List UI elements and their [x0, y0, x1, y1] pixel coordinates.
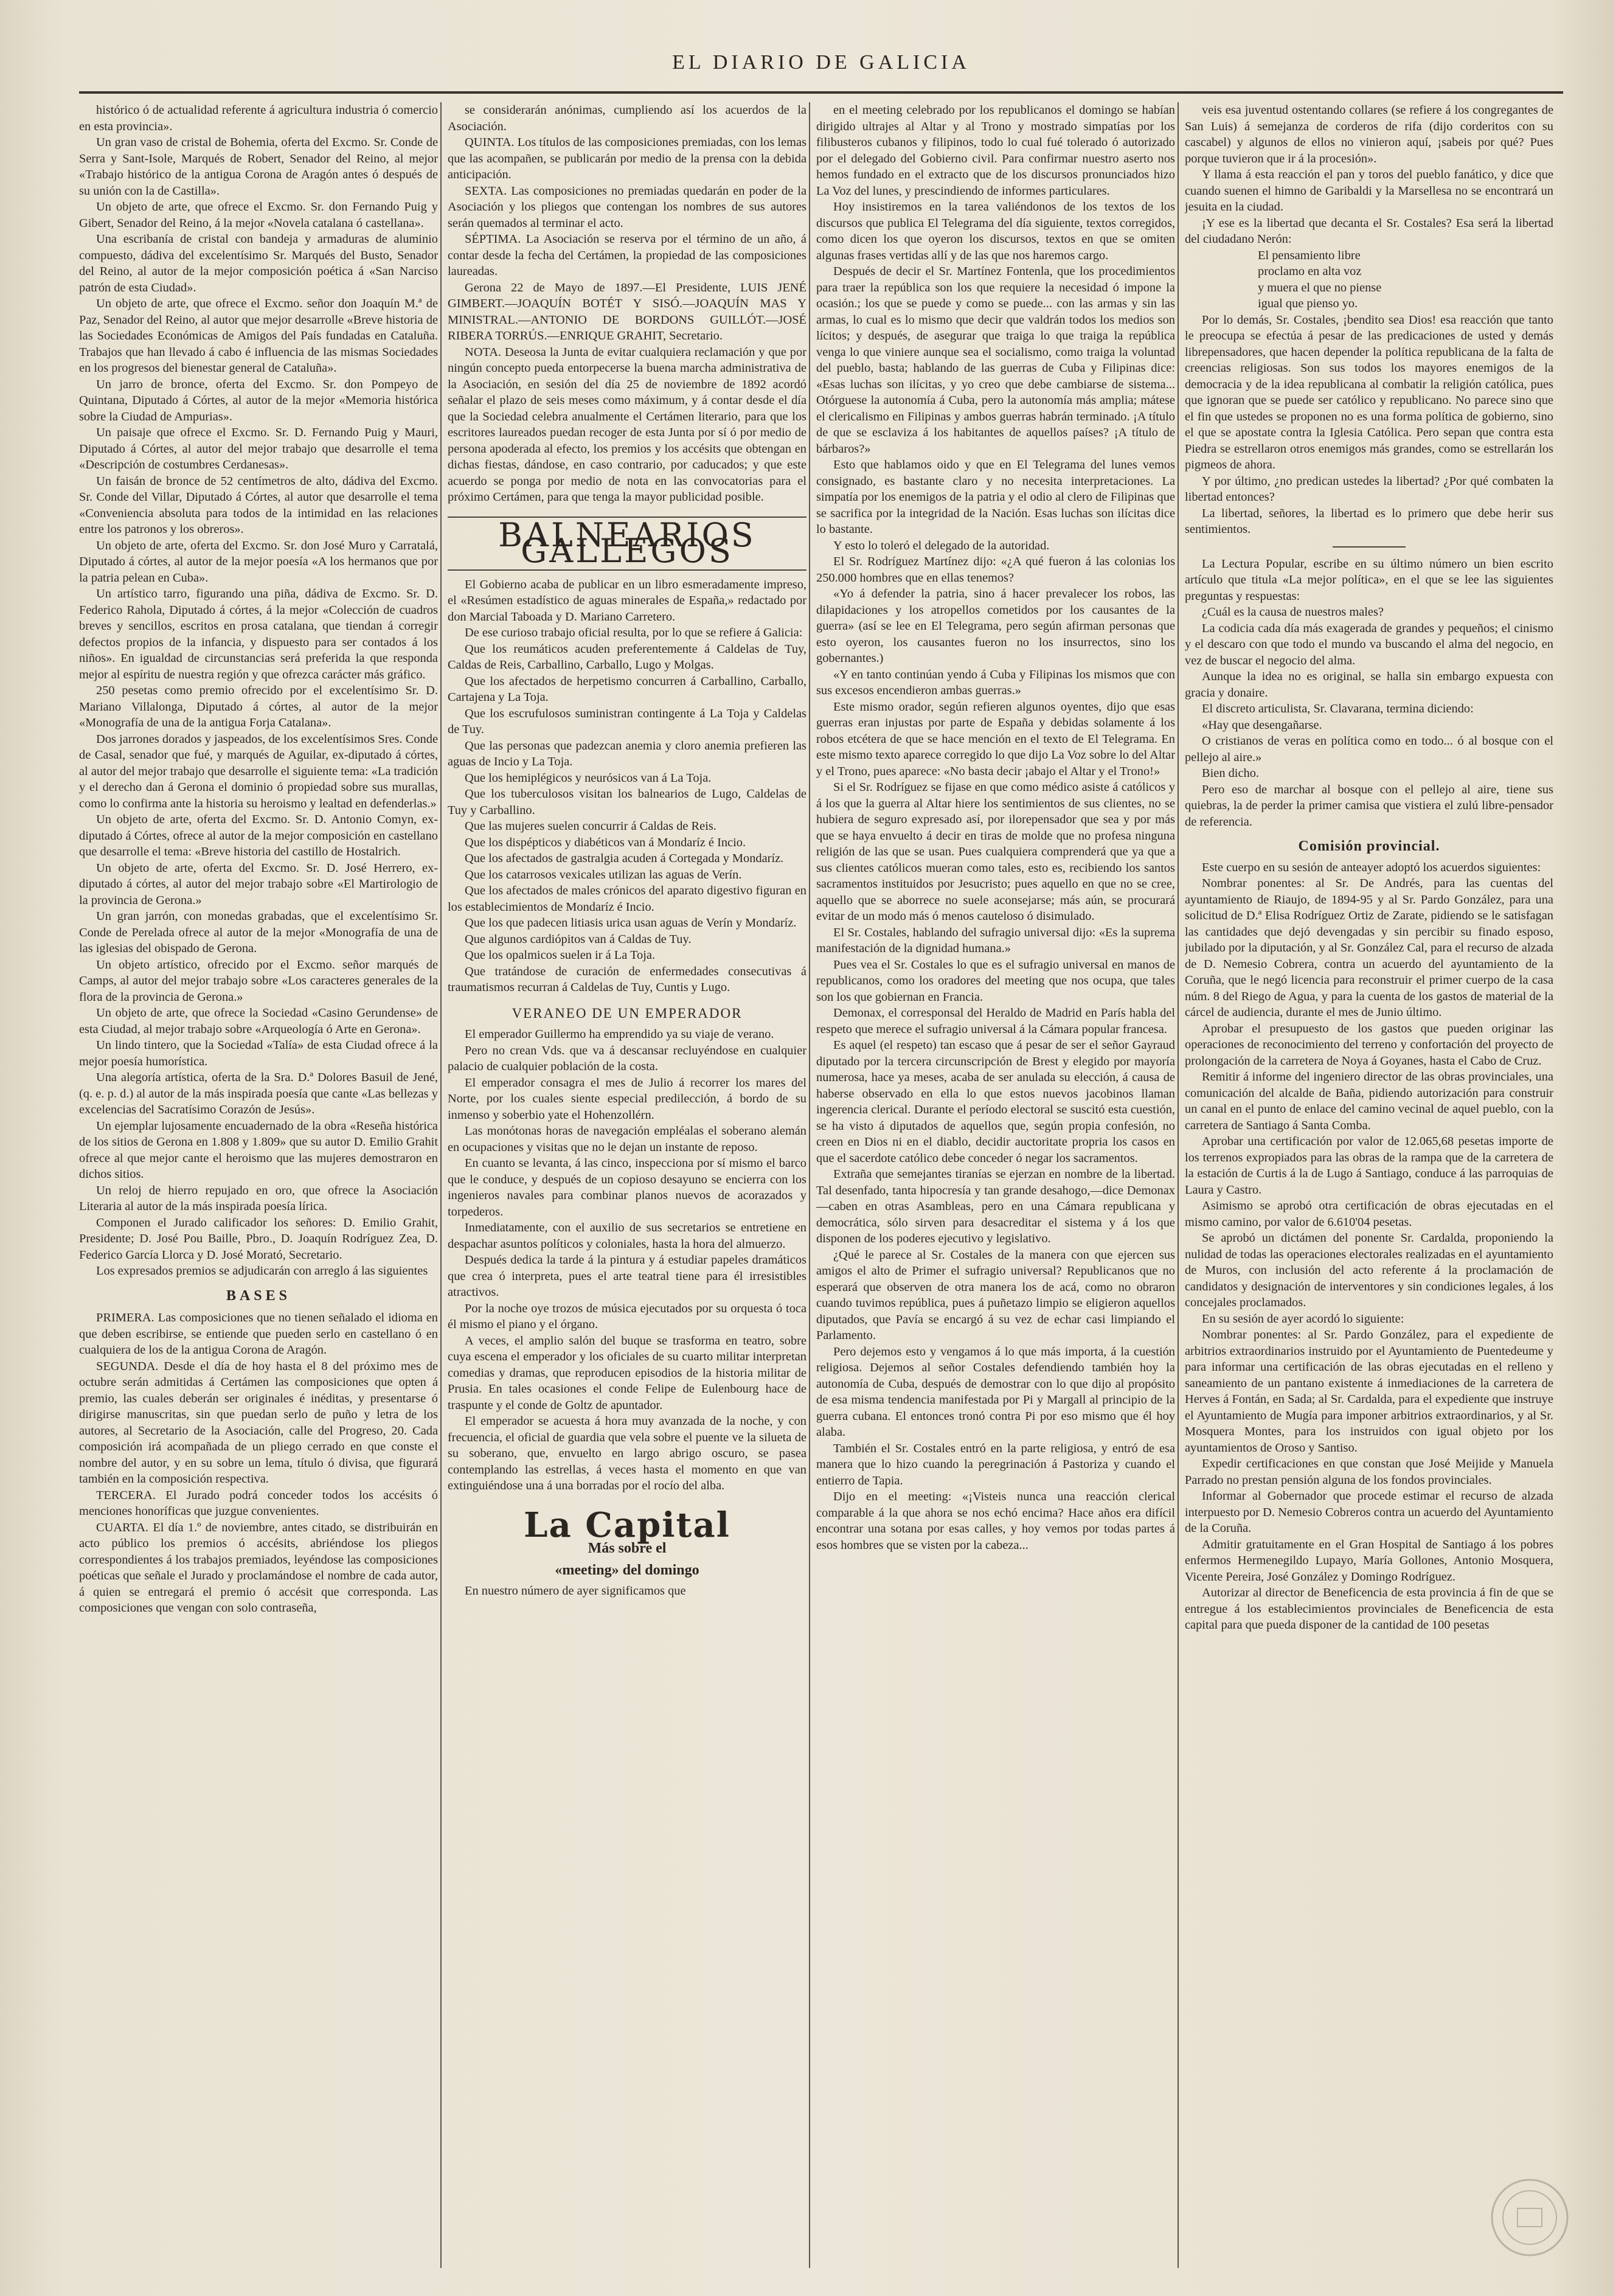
verse-line: y muera el que no piense [1258, 280, 1382, 294]
paragraph: NOTA. Deseosa la Junta de evitar cualquiera reclamación y que por ningún concepto pueda entorpecerse la buena marcha administrativa de la Asociación, en sesión del día 25 de noviembre de 1892 acordó señalar el plazo de seis meses como máximum, y á contar desde el día que la Sociedad celebra anualmente el Certámen literario, para que los escritores laureados puedan recoger de esta Junta por sí ó por medio de persona apoderada al efecto, los premios y los accésits que obtengan en dichas fiestas, dándose, en caso contrario, por caducados; y que este acuerdo se ponga por medio de nota en las convocatorias para el próximo Certámen, para que tenga la mayor publicidad posible. [448, 345, 806, 504]
paragraph: Un artístico tarro, figurando una piña, dádiva de Excmo. Sr. D. Federico Rahola, Diputado á córtes, á la mejor «Colección de cuadros breves y sencillos, escritos en prosa catalana, que tiendan á corregir defectos propios de la infancia, y dispuesto para ser contados á los niños». En igualdad de circunstancias será preferida la que responda mejor al espíritu de nuestra región y que ofrezca carácter más gráfico. [79, 587, 438, 681]
section-rule [1333, 546, 1406, 548]
paragraph: El Sr. Rodríguez Martínez dijo: «¿A qué fueron á las colonias los 250.000 hombres que en ellas tenemos? [816, 555, 1175, 585]
paragraph: La Lectura Popular, escribe en su último número un bien escrito artículo que titula «La mejor política», en el que se lee las siguientes preguntas y respuestas: [1185, 557, 1553, 603]
paragraph: Pero no crean Vds. que va á descansar recluyéndose en cualquier palacio de cualquier población de la costa. [448, 1043, 806, 1073]
veraneo-heading: VERANEO DE UN EMPERADOR [512, 1005, 743, 1021]
paragraph: Por la noche oye trozos de música ejecutados por su orquesta ó toca él mismo el piano y el órgano. [448, 1301, 806, 1331]
column-divider [1178, 102, 1179, 2268]
paragraph: Informar al Gobernador que procede estimar el recurso de alzada interpuesto por D. Nemesio Cobreros contra un acuerdo del Ayuntamiento de la Coruña. [1185, 1489, 1553, 1535]
paragraph: Después de decir el Sr. Martínez Fontenla, que los procedimientos para traer la república son los que requiere la necesidad ó impone la ocasión.; los que se puede y como se puede... con las armas y sin las armas, lo cual es lo mismo que decir que valdrán todos los medios son lícitos; y después, de asegurar que traiga lo que traiga la república venga lo que viniere aunque sea el socialismo, como traiga la voluntad del pueblo, basta; hablando de las guerras de Cuba y Filipinas dice: «Esas luchas son ilícitas, y yo creo que debe cambiarse de sistema... Otórguese la autonomía á Cuba, pero la autonomía más amplia; mátese el clericalismo en Filipinas y ambos guerras habrán terminado. ¡A título de que se esclaviza á los habitantes de aquellos países? ¡A título de bárbaros?» [816, 265, 1175, 456]
capital-article-start: En nuestro número de ayer significamos que [465, 1584, 686, 1598]
paragraph: PRIMERA. Las composiciones que no tienen señalado el idioma en que deben escribirse, se entiende que pueden serlo en castellano ó en cualquiera de los de la antigua Corona de Aragón. [79, 1311, 438, 1357]
paragraph: En su sesión de ayer acordó lo siguiente: [1202, 1312, 1404, 1326]
prize-list [79, 102, 438, 1279]
paragraph: Que los escrufulosos suministran contingente á La Toja y Caldelas de Tuy. [448, 706, 806, 736]
paragraph: ¿Cuál es la causa de nuestros males? [1202, 605, 1384, 619]
meeting-article [816, 102, 1175, 1553]
bases-heading: BASES [226, 1287, 291, 1304]
paragraph: 250 pesetas como premio ofrecido por el excelentísimo Sr. D. Mariano Villalonga, Diputado á córtes, al autor de la mejor «Monografía de una de la antigua Forja Catalana». [79, 684, 438, 729]
paragraph: Que algunos cardiópitos van á Caldas de Tuy. [465, 932, 692, 946]
column-4 [1185, 102, 1553, 2268]
paragraph: Demonax, el corresponsal del Heraldo de Madrid en París habla del respeto que merece el sufragio universal á la Cámara popular francesa. [816, 1006, 1175, 1036]
header-rule [79, 91, 1563, 94]
paragraph: Un gran vaso de cristal de Bohemia, oferta del Excmo. Sr. Conde de Serra y Sant-Isole, Marqués de Robert, Senador del Reino, al mejor «Trabajo histórico de la antigua Corona de Aragón antes ó después de su unión con la de Castilla». [79, 136, 438, 198]
paragraph: Expedir certificaciones en que constan que José Meijide y Manuela Parrado no prestan pensión alguna de los fondos provinciales. [1185, 1457, 1553, 1487]
paragraph: Que las mujeres suelen concurrir á Caldas de Reis. [465, 819, 716, 833]
paragraph: Un reloj de hierro repujado en oro, que ofrece la Asociación Literaria al autor de la más inspirada poesía lírica. [79, 1183, 438, 1213]
balnearios-article [448, 577, 806, 996]
paragraph: Bien dicho. [1202, 767, 1260, 780]
paragraph: «Y en tanto continúan yendo á Cuba y Filipinas los mismos que con sus excesos encendieron ambas guerras.» [816, 667, 1175, 697]
paragraph: Un ejemplar lujosamente encuadernado de la obra «Reseña histórica de los sitios de Gerona en 1.808 y 1.809» que su autor D. Emilio Grahit ofrece al que mejor cante el heroismo que las mujeres demostraron en dichos sitios. [79, 1119, 438, 1181]
paragraph: El emperador Guillermo ha emprendido ya su viaje de verano. [465, 1028, 774, 1041]
paragraph: Aunque la idea no es original, se halla sin embargo expuesta con gracia y donaire. [1185, 670, 1553, 700]
paragraph: Los expresados premios se adjudicarán con arreglo á las siguientes [96, 1264, 428, 1278]
paragraph: ¿Qué le parece al Sr. Costales de la manera con que ejercen sus amigos el alto de Primer el sufragio universal? Republicanos que no esperará que observen de otra manera los de acá, como no obraron cuando tuvimos república, pues á puñetazo limpio se eligieron aquellos diputados, que Pavía se encargó á su vez de echar casi limpiando el Parlamento. [816, 1248, 1175, 1342]
paragraph: Una alegoría artística, oferta de la Sra. D.ª Dolores Basuil de Jené, (q. e. p. d.) al autor de la más inspirada poesía que cante «Las bellezas y excelencias del Sacratísimo Corazón de Jesús». [79, 1071, 438, 1116]
paragraph: Nombrar ponentes: al Sr. Pardo González, para el expediente de arbitrios extraordinarios instruido por el Ayuntamiento de Puentedeume y para informar una certificación de las obras ejecutadas en el relleno y saneamiento de un pantano existente á inmediaciones de la carretera de Herves á Fontán, en Sada; al Sr. Cardalda, para el expediente que instruye el Ayuntamiento de Mugía para imponer arbitrios extraordinarios, y al Sr. Mosquera Montes, para los instruidos con igual objeto por los ayuntamientos de Oroso y Santiso. [1185, 1328, 1553, 1455]
paragraph: Hoy insistiremos en la tarea valiéndonos de los textos de los discursos que publica El Telegrama del día siguiente, textos corregidos, como dicen los que oyeron los discursos, textos en que se omiten algunas frases vertidas allí y de las que nos haremos cargo. [816, 200, 1175, 262]
paragraph: Un paisaje que ofrece el Excmo. Sr. D. Fernando Puig y Mauri, Diputado á Córtes, al autor del mejor trabajo que desarrolle el tema «Descripción de costumbres Cerdanesas». [79, 426, 438, 471]
paragraph: Se aprobó un dictámen del ponente Sr. Cardalda, proponiendo la nulidad de todas las operaciones electorales realizadas en el ayuntamiento de Muros, con inclusión del acto referente á la proclamación de candidatos y designación de interventores y sin condiciones legales, á los concejales proclamados. [1185, 1231, 1553, 1309]
verse-quote [1185, 248, 1553, 312]
paragraph: Un objeto de arte, que ofrece el Excmo. señor don Joaquín M.ª de Paz, Senador del Reino, al autor que mejor desarrolle «Breve historia de las Sociedades Económicas de Amigos del País fundadas en Cataluña. Trabajos que han llevado á cabo é influencia de las mismas Sociedades en los progresos del bienestar general de Cataluña». [79, 297, 438, 375]
balnearios-heading: BALNEARIOS GALLEGOS [448, 517, 806, 571]
paragraph: La libertad, señores, la libertad es lo primero que debe herir sus sentimientos. [1185, 506, 1553, 536]
paragraph: Remitir á informe del ingeniero director de las obras provinciales, una comunicación del alcalde de Baña, pidiendo autorización para construir un canal en el punto de enlace del camino vecinal de aquel pueblo, con la carretera de Santiago á Santa Comba. [1185, 1070, 1553, 1132]
paragraph: Que tratándose de curación de enfermedades consecutivas á traumatismos recurran á Caldelas de Tuy, Cuntis y Lugo. [448, 964, 806, 994]
paragraph: Esto que hablamos oido y que en El Telegrama del lunes vemos consignado, es bastante claro y no necesita interpretaciones. La simpatía por los enemigos de la patria y el odio al clero de Filipinas que se sacrifica por la integridad de la Nación. Esas luchas son ilícitas dice lo bastante. [816, 458, 1175, 536]
paragraph: Que los afectados de gastralgia acuden á Cortegada y Mondaríz. [465, 852, 784, 865]
paragraph: El discreto articulista, Sr. Clavarana, termina diciendo: [1202, 702, 1474, 715]
column-divider [809, 102, 810, 2268]
comision-article [1185, 860, 1553, 1633]
lectura-popular-article [1185, 556, 1553, 830]
paragraph: Un objeto de arte, que ofrece el Excmo. Sr. don Fernando Puig y Gibert, Senador del Reino, á la mejor «Novela catalana ó castellana». [79, 200, 438, 230]
paragraph: A veces, el amplio salón del buque se trasforma en teatro, sobre cuya escena el emperador y los oficiales de su cuarto militar interpretan comedias y dramas, que reproducen episodios de la historia militar de Prusia. En tales ocasiones el conde Felipe de Eulenbourg hace de traspunte y el conde de Goltz de apuntador. [448, 1334, 806, 1412]
paragraph: Asimismo se aprobó otra certificación de obras ejecutadas en el mismo camino, por valor de 6.610'04 pesetas. [1185, 1199, 1553, 1229]
paragraph: Un gran jarrón, con monedas grabadas, que el excelentísimo Sr. Conde de Perelada ofrece al autor de la mejor «Monografía de una de las iglesias del obispado de Gerona. [79, 910, 438, 955]
verse-line: El pensamiento libre [1258, 248, 1361, 262]
paragraph: Si el Sr. Rodríguez se fijase en que como médico asiste á católicos y á los que la guerra al Altar hiere los sentimientos de sus clientes, no se hubiera de seguro expresado así, por ilorepensador que sea y por más que se haya envuelto á decir en tiras de molde que no profesa ninguna religión de las que se usan. Pues cualquiera comprenderá que ya que a sus clientes católicos mueran como tales, esto es, recibiendo los santos sacramentos instituidos por Jesucristo; pues aquello en que no se cree, aquello que se aborrece no suele aconsejarse; más aún, se procurará evitar de un modo más ó menos cauteloso ó disimulado. [816, 781, 1175, 923]
paragraph: Un faisán de bronce de 52 centímetros de alto, dádiva del Excmo. Sr. Conde del Villar, Diputado á Córtes, al autor que desarrolle el tema «Conveniencia absoluta para todos de la intimidad en las relaciones entre los patronos y los obreros». [79, 474, 438, 536]
column-divider [440, 102, 442, 2268]
paragraph: Y llama á esta reacción el pan y toros del pueblo fanático, y dice que cuando suenen el himno de Garibaldi y la Marsellesa no se encontrará un jesuita en la ciudad. [1185, 168, 1553, 214]
paragraph: Dijo en el meeting: «¡Visteis nunca una reacción clerical comparable á la que ahora se nos echó encima? Hace años era difícil encontrar una sotana por esas calles, y hoy vemos por todas partes á esos hombres que se visten por la cabeza... [816, 1490, 1175, 1552]
comision-heading: Comisión provincial. [1298, 838, 1440, 854]
paragraph: Que los afectados de herpetismo concurren á Carballino, Carballo, Cartajena y La Toja. [448, 674, 806, 704]
paragraph: Aprobar el presupuesto de los gastos que pueden originar las operaciones de reconocimiento del terreno y confortación del proyecto de prolongación de la carretera de Noya á Goyanes, hasta el Cabo de Cruz. [1185, 1021, 1553, 1068]
paragraph: Un objeto de arte, que ofrece la Sociedad «Casino Gerundense» de esta Ciudad, al mejor trabajo sobre «Arqueología ó Arte en Gerona». [79, 1006, 438, 1036]
paragraph: Que los catarrosos vexicales utilizan las aguas de Verín. [465, 868, 742, 882]
paragraph: Componen el Jurado calificador los señores: D. Emilio Grahit, Presidente; D. José Pou Baille, Pbro., D. Joaquín Rodríguez Zea, D. Federico García Llorca y D. José Morató, Secretario. [79, 1216, 438, 1262]
paragraph: La codicia cada día más exagerada de grandes y pequeños; el cinismo y el descaro con que todo el mundo va buscando el alma del negocio, en vez de buscar el negocio del alma. [1185, 621, 1553, 667]
paragraph: Que los hemiplégicos y neurósicos van á La Toja. [465, 771, 712, 785]
paragraph: El Gobierno acaba de publicar en un libro esmeradamente impreso, el «Resúmen estadístico de aguas minerales de España,» redactado por don Marcial Taboada y D. Mariano Carretero. [448, 577, 806, 624]
paragraph: Un lindo tintero, que la Sociedad «Talía» de esta Ciudad ofrece á la mejor poesía humorística. [79, 1038, 438, 1068]
paragraph: El emperador consagra el mes de Julio á recorrer los mares del Norte, por los cuales siente especial predilección, á bordo de su inmenso y soberbio yate el Hohenzollérn. [448, 1076, 806, 1122]
paragraph: CUARTA. El día 1.º de noviembre, antes citado, se distribuirán en acto público los premios ó accésits, abriéndose los pliegos correspondientes á los trabajos premiados, leyéndose las composiciones poéticas que señale el Jurado y proclamándose el nombre de cada autor, á quien se entregará el premio ó accésit que corresponda. Las composiciones que vengan con solo contraseña, [79, 1520, 438, 1615]
paragraph: TERCERA. El Jurado podrá conceder todos los accésits ó menciones honoríficas que juzgue convenientes. [79, 1488, 438, 1518]
la-capital-heading: La Capital [524, 1505, 730, 1545]
paragraph: Un jarro de bronce, oferta del Excmo. Sr. don Pompeyo de Quintana, Diputado á Córtes, al autor de la mejor «Memoria histórica sobre la Ciudad de Ampurias». [79, 377, 438, 423]
paragraph: SEXTA. Las composiciones no premiadas quedarán en poder de la Asociación y los pliegos que contengan los nombres de sus autores serán quemados al terminar el acto. [448, 184, 806, 230]
paragraph: Después dedica la tarde á la pintura y á estudiar papeles dramáticos que crea ó interpreta, pues el arte teatral tiene para él irresistibles atractivos. [448, 1253, 806, 1299]
paragraph: en el meeting celebrado por los republicanos el domingo se habían dirigido ultrajes al Altar y al Trono y mostrado simpatías por los filibusteros cubanos y filipinos, todo lo cual fué tolerado ó autorizado por el delegado del Gobierno civil. Para confirmar nuestro aserto nos hemos fundado en el extracto que de los discursos pronunciados hizo La Voz del lunes, y prescindiendo de informes particulares. [816, 103, 1175, 198]
paragraph: Este cuerpo en su sesión de anteayer adoptó los acuerdos siguientes: [1202, 860, 1541, 874]
capital-subheading-1: Más sobre el [588, 1540, 667, 1556]
paragraph: veis esa juventud ostentando collares (se refiere á los congregantes de San Luis) á semejanza de corderos de rifa (dijo corderitos con su cascabel) y algunos de ellos no vinieron aquí, ¡sabeis por qué? Pues porque tuvieron que ir á la procesión». [1185, 103, 1553, 165]
meeting-article-end [1185, 312, 1553, 538]
paragraph: El emperador se acuesta á hora muy avanzada de la noche, y con frecuencia, el oficial de guardia que vela sobre el puente ve la silueta de su soberano, que, envuelto en largo abrigo oscuro, se pasea contemplando las estrellas, á veces hasta el momento en que van extinguiéndose una á una borradas por el rocío del alba. [448, 1414, 806, 1492]
bases-list [79, 1310, 438, 1616]
paragraph: Una escribanía de cristal con bandeja y armaduras de aluminio compuesto, dádiva del excelentísimo Sr. Marqués del Busto, Senador del Reino, al autor de la mejor composición poética á «San Narciso patrón de esta Ciudad». [79, 232, 438, 294]
paragraph: Por lo demás, Sr. Costales, ¡bendito sea Dios! esa reacción que tanto le preocupa se efectúa á pesar de las predicaciones de usted y demás librepensadores, que hacen depender la política republicana de la falta de creencias religiosas. Son sus todos los mayores enemigos de la democracia y de la idea republicana al combatir la religión católica, pues que ignoran que se puede ser católico y republicano. No parece sino que el fin que ustedes se proponen no es una forma política de gobierno, sino el que se apostate contra la Iglesia Católica. Pero sepan que contra esta Piedra se estrellaron otros enemigos más grandes, como se estrellarán los pigmeos de ahora. [1185, 313, 1553, 471]
paragraph: Que los opalmicos suelen ir á La Toja. [465, 948, 656, 962]
paragraph: Que los dispépticos y diabéticos van á Mondaríz é Incio. [465, 835, 746, 849]
paragraph: Que los reumáticos acuden preferentemente á Caldelas de Tuy, Caldas de Reis, Carballino, Carballo, Lugo y Molgas. [448, 642, 806, 672]
paragraph: Aprobar una certificación por valor de 12.065,68 pesetas importe de los terrenos expropiados para las obras de la rampa que de la carretera de la estación de Curtis á la de Lugo á Santiago, conduce á las parroquias de Laura y Castro. [1185, 1135, 1553, 1197]
paragraph: Pues vea el Sr. Costales lo que es el sufragio universal en manos de republicanos, como los oradores del meeting que nos ocupa, que tales son los que gobiernan en Francia. [816, 958, 1175, 1004]
paragraph: «Hay que desengañarse. [1202, 718, 1322, 732]
library-seal-icon [1484, 2166, 1575, 2269]
column-2 [448, 102, 806, 2268]
paragraph: También el Sr. Costales entró en la parte religiosa, y entró de esa manera que lo hizo cuando la peregrinación á Pastoriza y cuando el entierro de Tapia. [816, 1441, 1175, 1487]
paragraph: SEGUNDA. Desde el día de hoy hasta el 8 del próximo mes de octubre serán admitidas á Certámen las composiciones que opten á premio, las cuales deberán ser originales é inéditas, y presentarse ó dirigirse manuscritas, sin que puedan serlo de puño y letra de los autores, al Secretario de la Asociación, calle del Progreso, 20. Cada composición irá acompañada de un pliego cerrado en que conste el nombre del autor, y en su sobre un lema, título ó divisa, que figurará también en la composición respectiva. [79, 1359, 438, 1486]
paragraph: Un objeto de arte, oferta del Excmo. Sr. don José Muro y Carratalá, Diputado á córtes, al autor de la mejor poesía «A los hermanos que por la patria pelean en Cuba». [79, 538, 438, 585]
paragraph: Es aquel (el respeto) tan escaso que á pesar de ser el señor Gayraud diputado por la tercera circunscripción de Brest y elegido por mayoría numerosa, hace ya meses, acaba de ser anulada su elección, á causa de haberse observado en ella lo que estos nuevos jacobinos llaman ingerencia clerical. Durante el período electoral se suscitó esta cuestión, se ha visto á diputados de aquellos que, según propia confesión, no creen en Dios ni en el diablo, decidir auctoritate propria los casos en que el sacerdote católico debe conceder ó negar los sacramentos. [816, 1038, 1175, 1165]
veraneo-article [448, 1026, 806, 1494]
paragraph: Gerona 22 de Mayo de 1897.—El Presidente, LUIS JENÉ GIMBERT.—JOAQUÍN BOTÉT Y SISÓ.—JOAQUÍN MAS Y MINISTRAL.—ANTONIO DE BORDONS GUILLÓT.—JOSÉ RIBERA TORRÚS.—ENRIQUE GRAHIT, Secretario. [448, 280, 806, 343]
paragraph: Que los afectados de males crónicos del aparato digestivo figuran en los establecimientos de Mondaríz é Incio. [448, 884, 806, 914]
masthead: EL DIARIO DE GALICIA [672, 51, 970, 74]
paragraph: El Sr. Costales, hablando del sufragio universal dijo: «Es la suprema manifestación de la dignidad humana.» [816, 925, 1175, 955]
column-1 [79, 102, 438, 2268]
verse-line: proclamo en alta voz [1258, 265, 1362, 278]
paragraph: Este mismo orador, según refieren algunos oyentes, dijo que esas guerras eran injustas por parte de España y debidas solamente á los robos etcétera de que se hace mención en el texto de El Telegrama. En este mismo texto aparece corregido lo que dijo La Voz sobre lo del Altar y el Trono, pues aparece: «No basta decir ¡abajo el Altar y el Trono!» [816, 700, 1175, 778]
paragraph: Un objeto de arte, oferta del Excmo. Sr. D. José Herrero, ex-diputado á córtes, al autor del mejor trabajo sobre «El Martirologio de la provincia de Gerona.» [79, 861, 438, 907]
paragraph: En cuanto se levanta, á las cinco, inspecciona por sí mismo el barco que le conduce, y después de un copioso desayuno se encierra con los ingenieros navales para combinar planos nuevos de acorazados y torpederos. [448, 1157, 806, 1219]
paragraph: Y por último, ¿no predican ustedes la libertad? ¿Por qué combaten la libertad entonces? [1185, 474, 1553, 504]
paragraph: se considerarán anónimas, cumpliendo así los acuerdos de la Asociación. [448, 103, 806, 133]
paragraph: Un objeto artístico, ofrecido por el Excmo. señor marqués de Camps, al autor del mejor trabajo sobre «Los caracteres generales de la flora de la provincia de Gerona.» [79, 958, 438, 1004]
paragraph: Que las personas que padezcan anemia y cloro anemia prefieren las aguas de Incio y La Toja. [448, 739, 806, 768]
paragraph: Que los que padecen litiasis urica usan aguas de Verín y Mondaríz. [465, 916, 797, 930]
paragraph: Las monótonas horas de navegación empléalas el soberano alemán en ocupaciones y visitas que no le dejan un instante de reposo. [448, 1124, 806, 1154]
paragraph: «Yo á defender la patria, sino á hacer prevalecer los robos, las dilapidaciones y los atropellos cometidos por los causantes de la guerra» (así se lee en El Telegrama, pero según afirman personas que esto oyeron, los causantes fueron no los insurrectos, sino los gobernantes.) [816, 587, 1175, 665]
paragraph: ¡Y ese es la libertad que decanta el Sr. Costales? Esa será la libertad del ciudadano Nerón: [1185, 216, 1553, 246]
paragraph: Un objeto de arte, oferta del Excmo. Sr. D. Antonio Comyn, ex-diputado á Córtes, ofrece al autor de la mejor composición en castellano que desarrolle el tema: «Breve historia del castillo de Hostalrich. [79, 813, 438, 858]
paragraph: Dos jarrones dorados y jaspeados, de los excelentísimos Sres. Conde de Casal, senador que fué, y marqués de Aguilar, ex-diputado á córtes, al autor del mejor trabajo que desarrolle el siguiente tema: «La tradición y el derecho dan á Gerona el dominio ó propiedad sobre sus murallas, como lo confirma ante la historia su heroismo y lealtad en defenderlas.» [79, 732, 438, 810]
paragraph: Y esto lo toleró el delegado de la autoridad. [833, 538, 1050, 552]
paragraph: Admitir gratuitamente en el Gran Hospital de Santiago á los pobres enfermos Hermenegildo Lupayo, María Gollones, Antonio Mosquera, Vicente Pereira, José González y Domingo Rodríguez. [1185, 1537, 1553, 1584]
bases-continued [448, 102, 806, 506]
paragraph: SÉPTIMA. La Asociación se reserva por el término de un año, á contar desde la fecha del Certámen, la propiedad de las composiciones laureadas. [448, 232, 806, 278]
paragraph: histórico ó de actualidad referente á agricultura industria ó comercio en esta provincia». [79, 103, 438, 133]
paragraph: Que los tuberculosos visitan los balnearios de Lugo, Caldelas de Tuy y Carballino. [448, 787, 806, 817]
paragraph: Autorizar al director de Beneficencia de esta provincia á fin de que se entregue á los establecimientos provinciales de Beneficencia de esta capital para que pueda disponer de la cantidad de 100 pesetas [1185, 1586, 1553, 1632]
paragraph: Inmediatamente, con el auxilio de sus secretarios se entretiene en despachar asuntos políticos y coloniales, hasta la hora del almuerzo. [448, 1221, 806, 1251]
paragraph: O cristianos de veras en política como en todo... ó al bosque con el pellejo al aire.» [1185, 734, 1553, 764]
paragraph: De ese curioso trabajo oficial resulta, por lo que se refiere á Galicia: [465, 626, 803, 639]
paragraph: Pero dejemos esto y vengamos á lo que más importa, á la cuestión religiosa. Dejemos al señor Costales defendiendo también hoy la autonomía de Cuba, después de demostrar con lo que dijo al propósito de esa misma tendencia manifestada por Pi y Margall al principio de la guerra cubana. El entonces tronó contra Pi por eso mismo que él hoy alaba. [816, 1345, 1175, 1439]
paragraph: Pero eso de marchar al bosque con el pellejo al aire, tiene sus quiebras, la de perder la primer camisa que vistiera el zulú libre-pensador de referencia. [1185, 782, 1553, 829]
verse-line: igual que pienso yo. [1258, 297, 1358, 310]
capital-subheading-2: «meeting» del domingo [555, 1562, 699, 1578]
meeting-article-continued [1185, 102, 1553, 248]
paragraph: Nombrar ponentes: al Sr. De Andrés, para las cuentas del ayuntamiento de Riaujo, de 1894-95 y al Sr. Pardo González, para una solicitud de D.ª Elisa Rodríguez Ortiz de Zarate, pidiendo se le satisfagan las cantidades que dejó devengadas y sin percibir su finado esposo, jubilado por la diputación, y al Sr. González Cal, para el recurso de alzada de D. Nemesio Cobrera, contra un acuerdo del ayuntamiento de la Coruña, que le negó licencia para reconstruir el primer cuerpo de la casa núm. 8 del Riego de Agua, y para la cuenta de los gastos de material de la cárcel de audiencia, durante el mes de Junio último. [1185, 877, 1553, 1019]
column-3 [816, 102, 1175, 2268]
paragraph: QUINTA. Los títulos de las composiciones premiadas, con los lemas que las acompañen, se publicarán por medio de la prensa con la debida anticipación. [448, 136, 806, 181]
paragraph: Extraña que semejantes tiranías se ejerzan en nombre de la libertad. Tal desenfado, tanta hipocresía y tan grande desahogo,—dice Demonax—caben en otras Asambleas, pero en una Cámara republicana y democrática, sólo sirven para desacreditar el sistema y á los que disponen de los poderes ejecutivo y legislativo. [816, 1167, 1175, 1245]
